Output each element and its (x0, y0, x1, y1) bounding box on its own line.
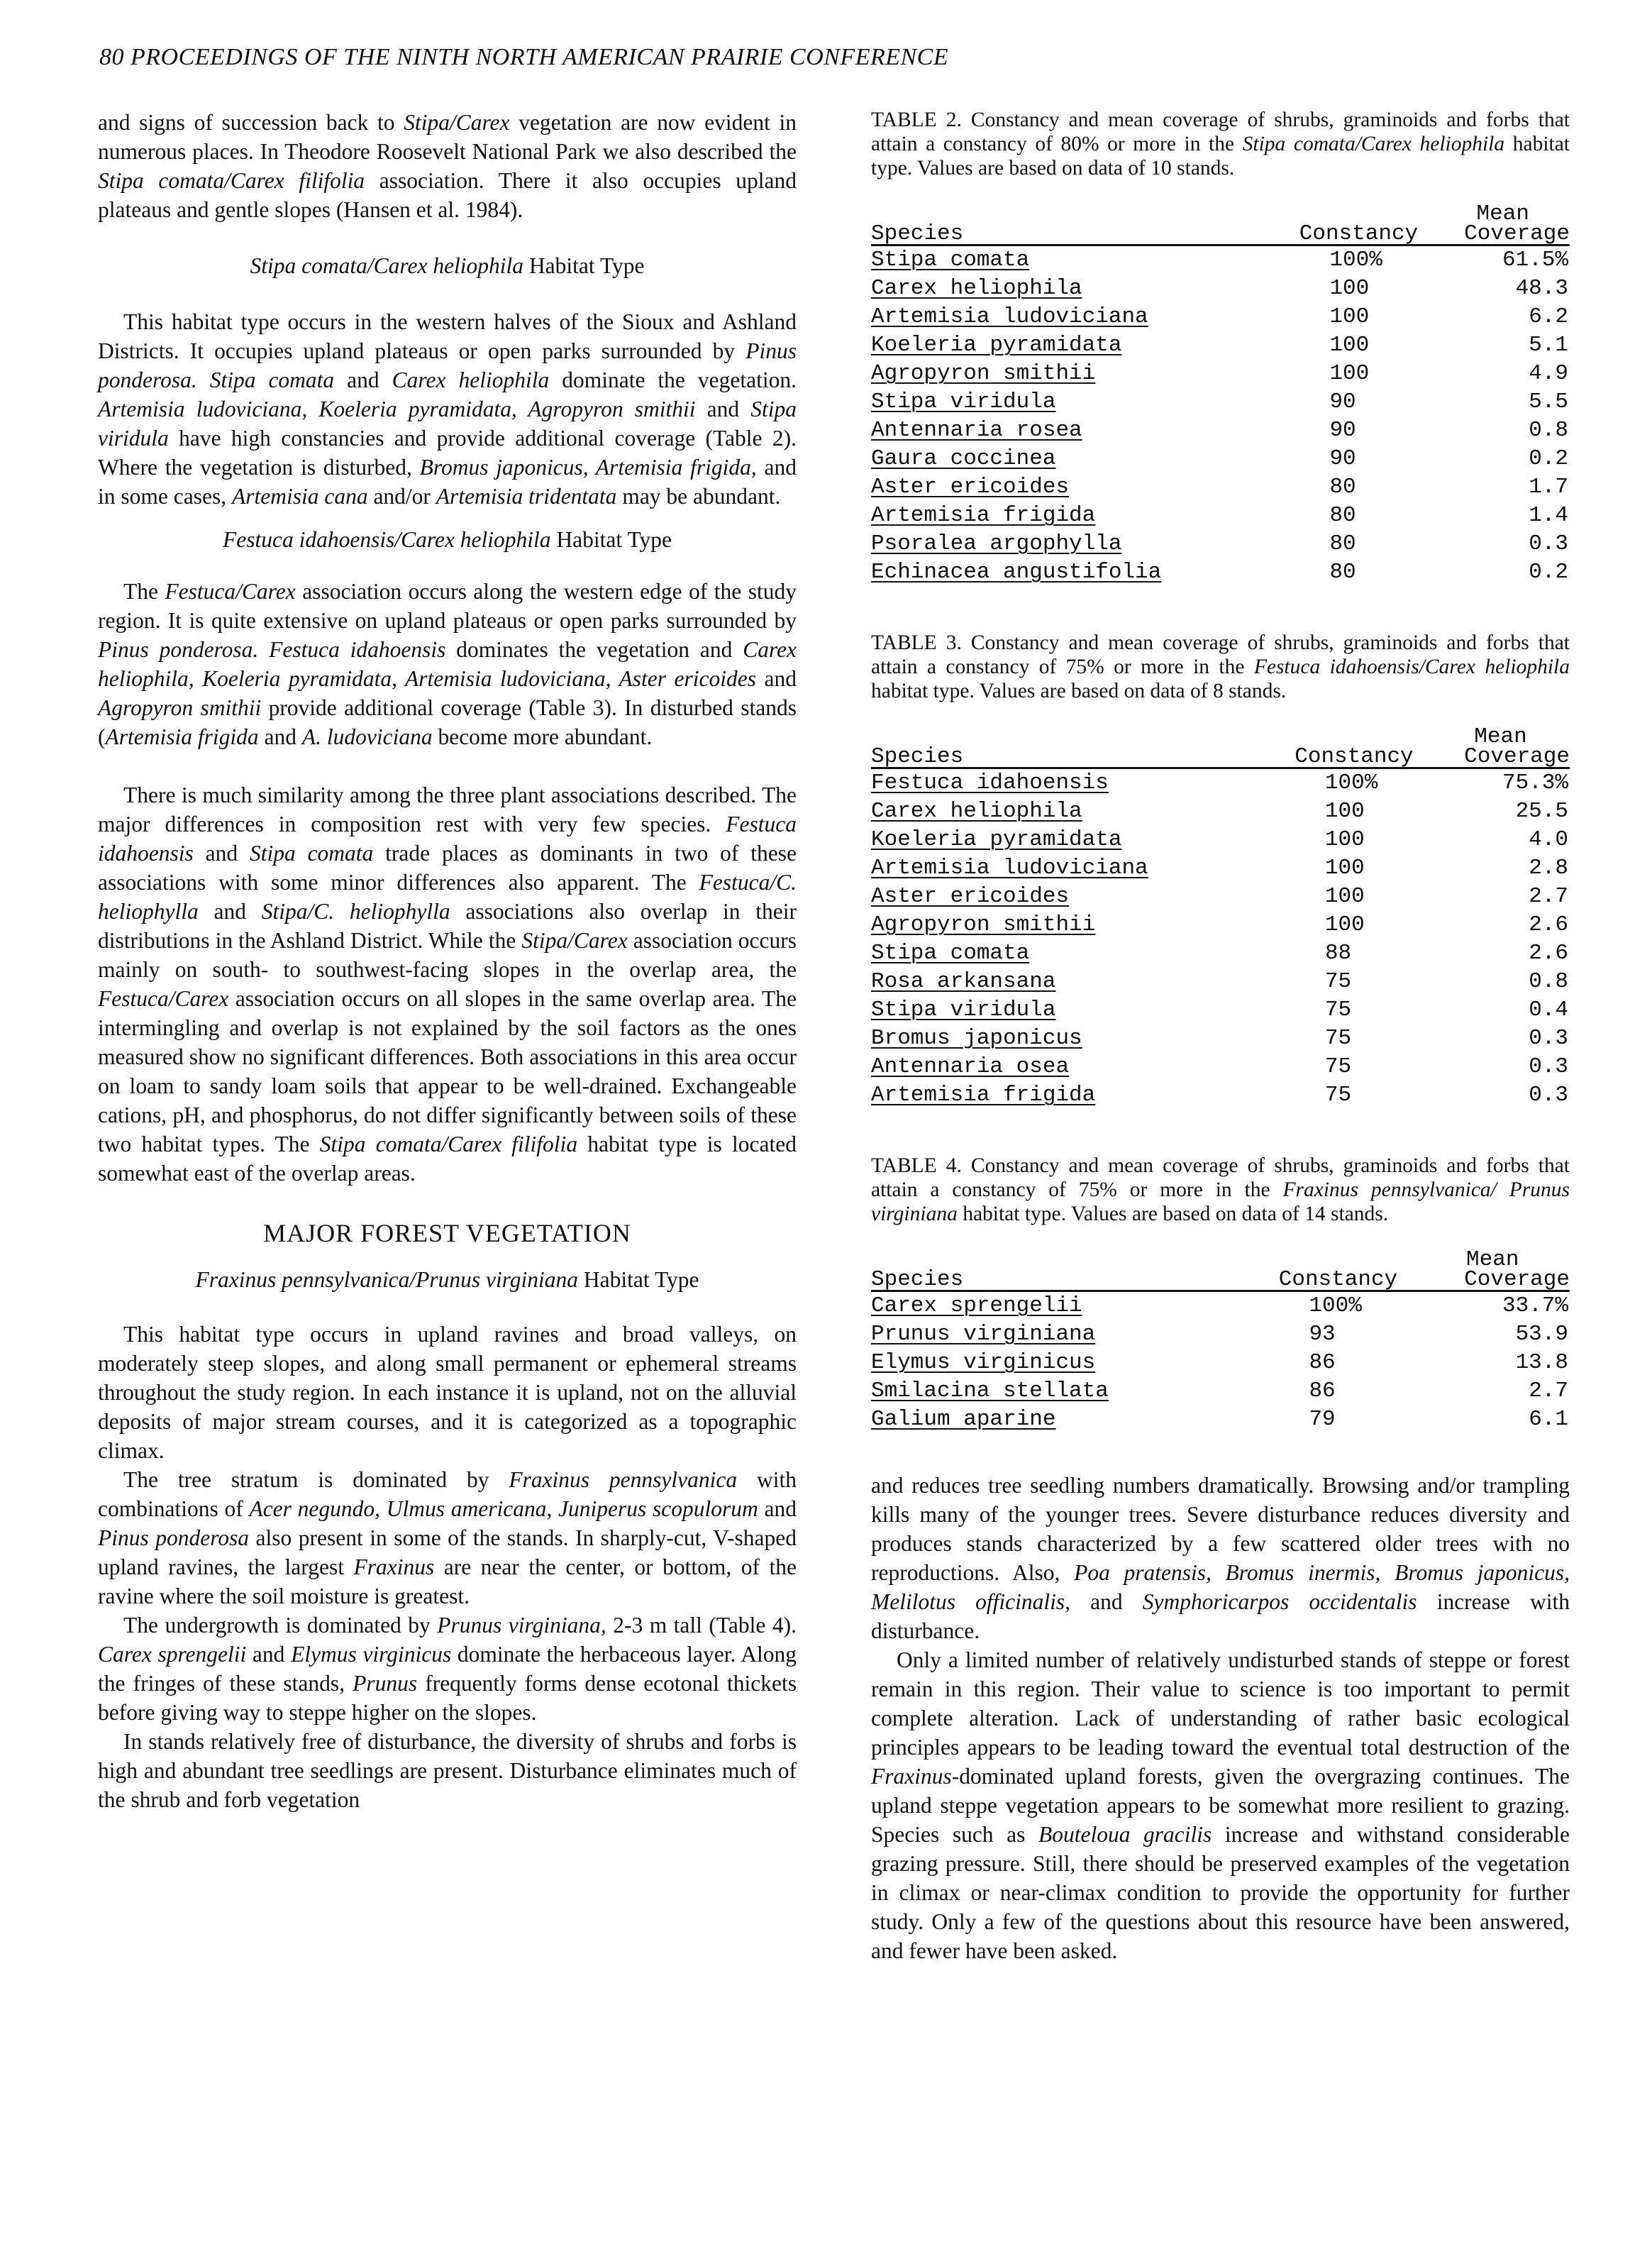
table-row (871, 388, 1570, 416)
coverage-cell: 0.4 (1529, 998, 1568, 1022)
constancy-cell: 90 (1329, 446, 1356, 471)
constancy-cell: 75 (1324, 969, 1352, 994)
table-row (871, 360, 1570, 388)
constancy-cell: 86 (1309, 1350, 1336, 1375)
constancy-cell: 100% (1309, 1293, 1362, 1318)
paragraph: This habitat type occurs in upland ravines and broad valleys, on moderately steep slopes, and along small permanent or ephemeral streams throughout the study region. In each instance it is upland, not on the alluvial deposits of major stream courses, and it is categorized as a topographic climax. (98, 1322, 797, 1463)
species-cell: Aster ericoides (871, 884, 1070, 909)
paragraph: Only a limited number of relatively undisturbed stands of steppe or forest remain in this region. Their value to science is too important to permit complete alteration. Lack of understanding of rather basic ecological principles appears to be leading toward the eventual total destruction of the Fraxinus-dominated upland forests, given the overgrazing continues. The upland steppe vegetation appears to be somewhat more resilient to grazing. Species such as Bouteloua gracilis increase and withstand considerable grazing pressure. Still, there should be preserved examples of the vegetation in climax or near-climax condition to provide the opportunity for further study. Only a few of the questions about this resource have been answered, and fewer have been asked. (871, 1647, 1570, 1963)
section-heading: Fraxinus pennsylvanica/Prunus virginiana Habitat Type (195, 1267, 699, 1292)
constancy-cell: 100 (1329, 276, 1370, 301)
table-row (871, 275, 1570, 303)
coverage-cell: 2.7 (1529, 1379, 1568, 1403)
table-row (871, 1406, 1570, 1434)
species-cell: Echinacea angustifolia (871, 560, 1162, 585)
table-row (871, 826, 1570, 854)
constancy-cell: 100 (1324, 827, 1365, 852)
species-cell: Koeleria pyramidata (871, 827, 1122, 852)
table-4 (871, 1154, 1570, 1434)
coverage-cell: 0.8 (1529, 969, 1568, 994)
species-cell: Stipa comata (871, 941, 1030, 966)
constancy-cell: 75 (1324, 1054, 1352, 1079)
constancy-cell: 80 (1329, 475, 1356, 499)
constancy-cell: 93 (1309, 1322, 1336, 1347)
table-row (871, 473, 1570, 502)
table-row (871, 1081, 1570, 1110)
species-cell: Koeleria pyramidata (871, 333, 1122, 358)
species-table (871, 1247, 1570, 1434)
species-cell: Aster ericoides (871, 475, 1070, 499)
right-column (871, 108, 1570, 1965)
constancy-cell: 100% (1329, 248, 1382, 272)
coverage-cell: 0.3 (1529, 1054, 1568, 1079)
species-cell: Agropyron smithii (871, 361, 1096, 386)
constancy-cell: 80 (1329, 560, 1356, 585)
constancy-cell: 88 (1324, 941, 1352, 966)
constancy-cell: 90 (1329, 418, 1356, 443)
table-row (871, 445, 1570, 473)
species-cell: Rosa arkansana (871, 969, 1056, 994)
constancy-cell: 100% (1324, 771, 1378, 795)
coverage-cell: 33.7% (1502, 1293, 1568, 1318)
coverage-cell: 4.0 (1529, 827, 1568, 852)
coverage-cell: 5.1 (1529, 333, 1568, 358)
species-cell: Carex heliophila (871, 276, 1082, 301)
paragraph: This habitat type occurs in the western halves of the Sioux and Ashland Districts. It occupies upland plateaus or open parks surrounded by Pinus ponderosa. Stipa comata and Carex heliophila dominate the vegetation. Artemisia ludoviciana, Koeleria pyramidata, Agropyron smithii and Stipa viridula have high constancies and provide additional coverage (Table 2). Where the vegetation is disturbed, Bromus japonicus, Artemisia frigida, and in some cases, Artemisia cana and/or Artemisia tridentata may be abundant. (98, 309, 797, 509)
running-header: 80 PROCEEDINGS OF THE NINTH NORTH AMERICAN PRAIRIE CONFERENCE (99, 44, 949, 70)
table-row (871, 854, 1570, 883)
constancy-cell: 100 (1329, 333, 1370, 358)
constancy-cell: 75 (1324, 1083, 1352, 1108)
species-cell: Stipa viridula (871, 390, 1056, 414)
coverage-cell: 0.3 (1529, 531, 1568, 556)
col-species: Species (871, 1250, 1218, 1291)
paragraph: and signs of succession back to Stipa/Carex vegetation are now evident in numerous places. In Theodore Roosevelt National Park we also described the Stipa comata/Carex filifolia association. There it also occupies upland plateaus and gentle slopes (Hansen et al. 1984). (98, 110, 797, 222)
section-heading: Stipa comata/Carex heliophila Habitat Type (250, 253, 645, 278)
table-row (871, 331, 1570, 360)
species-cell: Carex sprengelii (871, 1293, 1082, 1318)
constancy-cell: 100 (1324, 912, 1365, 937)
constancy-cell: 100 (1329, 361, 1370, 386)
species-cell: Artemisia ludoviciana (871, 304, 1148, 329)
coverage-cell: 0.2 (1529, 446, 1568, 471)
table-row (871, 768, 1570, 798)
table-row (871, 996, 1570, 1025)
constancy-cell: 80 (1329, 503, 1356, 528)
species-cell: Gaura coccinea (871, 446, 1056, 471)
coverage-cell: 48.3 (1515, 276, 1568, 301)
species-cell: Smilacina stellata (871, 1379, 1109, 1403)
coverage-cell: 1.7 (1529, 475, 1568, 499)
species-cell: Bromus japonicus (871, 1026, 1082, 1051)
table-row (871, 1291, 1570, 1321)
constancy-cell: 80 (1329, 531, 1356, 556)
species-cell: Galium aparine (871, 1407, 1056, 1432)
table-row (871, 1349, 1570, 1377)
col-coverage: Mean Coverage (1431, 727, 1570, 768)
col-species: Species (871, 204, 1238, 245)
col-coverage: Mean Coverage (1436, 204, 1570, 245)
table-row (871, 416, 1570, 445)
table-caption: TABLE 3. Constancy and mean coverage of shrubs, graminoids and forbs that attain a constancy of 75% or more in the Festuca idahoensis/Carex heliophila habitat type. Values are based on data of 8 stands. (871, 631, 1570, 702)
coverage-cell: 2.6 (1529, 912, 1568, 937)
col-coverage: Mean Coverage (1415, 1250, 1570, 1291)
paragraph: In stands relatively free of disturbance, the diversity of shrubs and forbs is high and abundant tree seedlings are present. Disturbance eliminates much of the shrub and forb vegetation (98, 1729, 797, 1812)
coverage-cell: 61.5% (1502, 248, 1568, 272)
col-constancy: Constancy (1238, 204, 1436, 245)
species-table (871, 724, 1570, 1110)
coverage-cell: 0.8 (1529, 418, 1568, 443)
paragraph: The tree stratum is dominated by Fraxinus pennsylvanica with combinations of Acer negundo, Ulmus americana, Juniperus scopulorum and Pinus ponderosa also present in some of the stands. In sharply-cut, V-shaped upland ravines, the largest Fraxinus are near the center, or bottom, of the ravine where the soil moisture is greatest. (98, 1467, 797, 1608)
table-3 (871, 631, 1570, 1110)
coverage-cell: 0.3 (1529, 1026, 1568, 1051)
major-heading: MAJOR FOREST VEGETATION (263, 1219, 631, 1247)
constancy-cell: 100 (1329, 304, 1370, 329)
species-cell: Stipa comata (871, 248, 1030, 272)
coverage-cell: 1.4 (1529, 503, 1568, 528)
constancy-cell: 90 (1329, 390, 1356, 414)
species-cell: Artemisia frigida (871, 1083, 1096, 1108)
species-cell: Elymus virginicus (871, 1350, 1096, 1375)
constancy-cell: 86 (1309, 1379, 1336, 1403)
species-table (871, 201, 1570, 587)
coverage-cell: 2.7 (1529, 884, 1568, 909)
constancy-cell: 100 (1324, 884, 1365, 909)
coverage-cell: 25.5 (1515, 799, 1568, 824)
table-row (871, 1320, 1570, 1349)
table-row (871, 502, 1570, 530)
constancy-cell: 100 (1324, 856, 1365, 880)
species-cell: Festuca idahoensis (871, 771, 1109, 795)
coverage-cell: 5.5 (1529, 390, 1568, 414)
table-row (871, 968, 1570, 996)
species-cell: Antennaria rosea (871, 418, 1082, 443)
coverage-cell: 2.6 (1529, 941, 1568, 966)
table-row (871, 1025, 1570, 1053)
coverage-cell: 2.8 (1529, 856, 1568, 880)
coverage-cell: 0.3 (1529, 1083, 1568, 1108)
coverage-cell: 0.2 (1529, 560, 1568, 585)
section-heading: Festuca idahoensis/Carex heliophila Habitat Type (223, 527, 672, 552)
col-constancy: Constancy (1218, 1250, 1415, 1291)
paragraph: There is much similarity among the three plant associations described. The major differences in composition rest with very few species. Festuca idahoensis and Stipa comata trade places as dominants in two of these associations with some minor differences also apparent. The Festuca/C. heliophylla and Stipa/C. heliophylla associations also overlap in their distributions in the Ashland District. While the Stipa/Carex association occurs mainly on south- to southwest-facing slopes in the overlap area, the Festuca/Carex association occurs on all slopes in the same overlap area. The intermingling and overlap is not explained by the soil factors as the ones measured show no significant differences. Both associations in this area occur on loam to sandy loam soils that appear to be well-drained. Exchangeable cations, pH, and phosphorus, do not differ significantly between soils of these two habitat types. The Stipa comata/Carex filifolia habitat type is located somewhat east of the overlap areas. (98, 783, 797, 1186)
constancy-cell: 79 (1309, 1407, 1336, 1432)
table-row (871, 883, 1570, 911)
coverage-cell: 6.1 (1529, 1407, 1568, 1432)
paragraph: The Festuca/Carex association occurs along the western edge of the study region. It is quite extensive on upland plateaus or open parks surrounded by Pinus ponderosa. Festuca idahoensis dominates the vegetation and Carex heliophila, Koeleria pyramidata, Artemisia ludoviciana, Aster ericoides and Agropyron smithii provide additional coverage (Table 3). In disturbed stands (Artemisia frigida and A. ludoviciana become more abundant. (98, 579, 797, 749)
table-2 (871, 108, 1570, 587)
coverage-cell: 75.3% (1502, 771, 1568, 795)
coverage-cell: 6.2 (1529, 304, 1568, 329)
species-cell: Antennaria osea (871, 1054, 1070, 1079)
col-constancy: Constancy (1234, 727, 1431, 768)
table-row (871, 245, 1570, 275)
table-caption: TABLE 4. Constancy and mean coverage of shrubs, graminoids and forbs that attain a constancy of 75% or more in the Fraxinus pennsylvanica/ Prunus virginiana habitat type. Values are based on data of 14 stands. (871, 1154, 1570, 1225)
species-cell: Psoralea argophylla (871, 531, 1122, 556)
left-column (98, 108, 797, 1814)
table-row (871, 911, 1570, 939)
constancy-cell: 75 (1324, 1026, 1352, 1051)
paragraph: and reduces tree seedling numbers dramatically. Browsing and/or trampling kills many of the younger trees. Severe disturbance reduces diversity and produces stands characterized by a few scattered older trees with no reproductions. Also, Poa pratensis, Bromus inermis, Bromus japonicus, Melilotus officinalis, and Symphoricarpos occidentalis increase with disturbance. (871, 1473, 1570, 1643)
species-cell: Stipa viridula (871, 998, 1056, 1022)
species-cell: Artemisia ludoviciana (871, 856, 1148, 880)
species-cell: Artemisia frigida (871, 503, 1096, 528)
table-row (871, 558, 1570, 587)
table-row (871, 939, 1570, 968)
species-cell: Carex heliophila (871, 799, 1082, 824)
table-caption: TABLE 2. Constancy and mean coverage of shrubs, graminoids and forbs that attain a constancy of 80% or more in the Stipa comata/Carex heliophila habitat type. Values are based on data of 10 stands. (871, 109, 1570, 180)
table-row (871, 1053, 1570, 1081)
coverage-cell: 4.9 (1529, 361, 1568, 386)
paragraph: The undergrowth is dominated by Prunus virginiana, 2-3 m tall (Table 4). Carex sprengelii and Elymus virginicus dominate the herbaceous layer. Along the fringes of these stands, Prunus frequently forms dense ecotonal thickets before giving way to steppe higher on the slopes. (98, 1613, 797, 1725)
coverage-cell: 53.9 (1515, 1322, 1568, 1347)
coverage-cell: 13.8 (1515, 1350, 1568, 1375)
table-row (871, 797, 1570, 826)
species-cell: Agropyron smithii (871, 912, 1096, 937)
constancy-cell: 75 (1324, 998, 1352, 1022)
species-cell: Prunus virginiana (871, 1322, 1096, 1347)
table-row (871, 530, 1570, 558)
table-row (871, 1377, 1570, 1406)
col-species: Species (871, 727, 1234, 768)
constancy-cell: 100 (1324, 799, 1365, 824)
table-row (871, 303, 1570, 331)
